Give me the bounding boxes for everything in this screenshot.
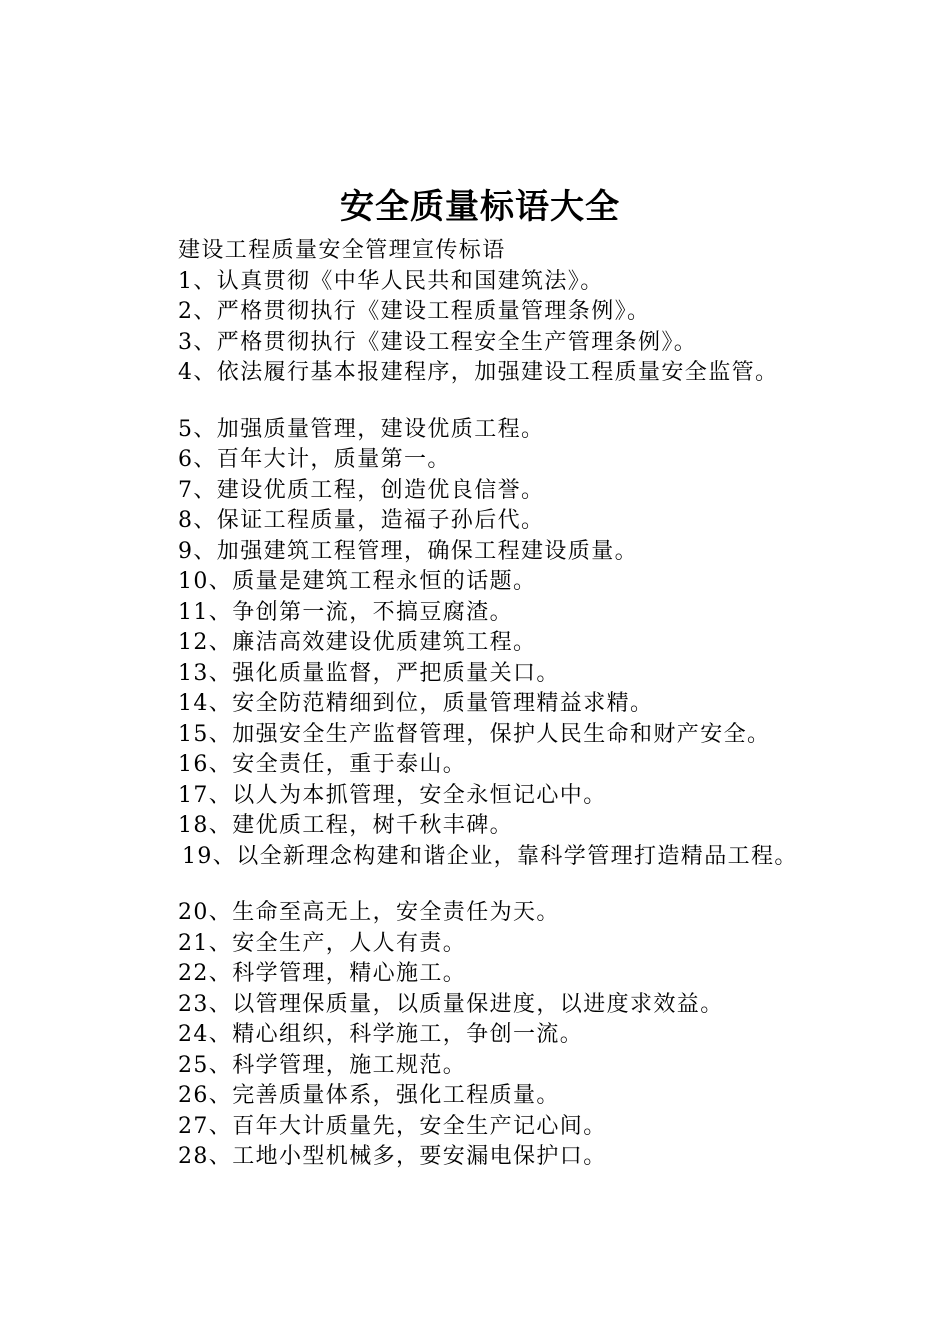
slogan-item: 26、完善质量体系，强化工程质量。: [178, 1083, 560, 1108]
slogan-item: 17、以人为本抓管理，安全永恒记心中。: [178, 782, 607, 808]
section-heading: 建设工程质量安全管理宣传标语: [178, 238, 506, 263]
slogan-item: 6、百年大计，质量第一。: [178, 447, 451, 472]
slogan-item: 23、以管理保质量，以质量保进度，以进度求效益。: [178, 991, 724, 1017]
paragraph-gap: [178, 389, 938, 415]
slogan-item: 15、加强安全生产监督管理，保护人民生命和财产安全。: [178, 721, 771, 747]
slogan-item: 24、精心组织，科学施工，争创一流。: [178, 1022, 584, 1047]
slogan-item: 21、安全生产，人人有责。: [178, 930, 467, 956]
slogan-item: 8、保证工程质量，造福子孙后代。: [178, 508, 545, 533]
slogan-item: 9、加强建筑工程管理，确保工程建设质量。: [178, 538, 638, 564]
slogan-item: 25、科学管理，施工规范。: [178, 1052, 467, 1078]
slogan-item: 22、科学管理，精心施工。: [178, 961, 467, 986]
slogan-item: 16、安全责任，重于泰山。: [178, 752, 467, 777]
slogan-item: 10、质量是建筑工程永恒的话题。: [178, 569, 537, 594]
slogan-item: 1、认真贯彻《中华人民共和国建筑法》。: [178, 268, 604, 294]
slogan-item: 7、建设优质工程，创造优良信誉。: [178, 477, 545, 503]
slogan-item: 2、严格贯彻执行《建设工程质量管理条例》。: [178, 299, 651, 324]
slogan-item: 4、依法履行基本报建程序，加强建设工程质量安全监管。: [178, 360, 779, 385]
slogan-item: 5、加强质量管理，建设优质工程。: [178, 416, 545, 442]
slogan-item: 20、生命至高无上，安全责任为天。: [178, 900, 560, 925]
slogan-item: 11、争创第一流，不搞豆腐渣。: [178, 599, 513, 625]
slogan-item: 28、工地小型机械多，要安漏电保护口。: [178, 1144, 607, 1169]
paragraph-gap: [178, 872, 938, 898]
slogan-item: 3、严格贯彻执行《建设工程安全生产管理条例》。: [178, 329, 698, 355]
slogan-item: 27、百年大计质量先，安全生产记心间。: [178, 1113, 607, 1139]
slogan-item: 13、强化质量监督，严把质量关口。: [178, 660, 560, 686]
slogan-list: [178, 236, 938, 1173]
slogan-item: 19、以全新理念构建和谐企业，靠科学管理打造精品工程。: [182, 843, 798, 869]
slogan-item: 14、安全防范精细到位，质量管理精益求精。: [178, 691, 654, 716]
document-title: 安全质量标语大全: [340, 187, 620, 227]
slogan-item: 12、廉洁高效建设优质建筑工程。: [178, 630, 537, 655]
slogan-item: 18、建优质工程，树千秋丰碑。: [178, 813, 513, 838]
